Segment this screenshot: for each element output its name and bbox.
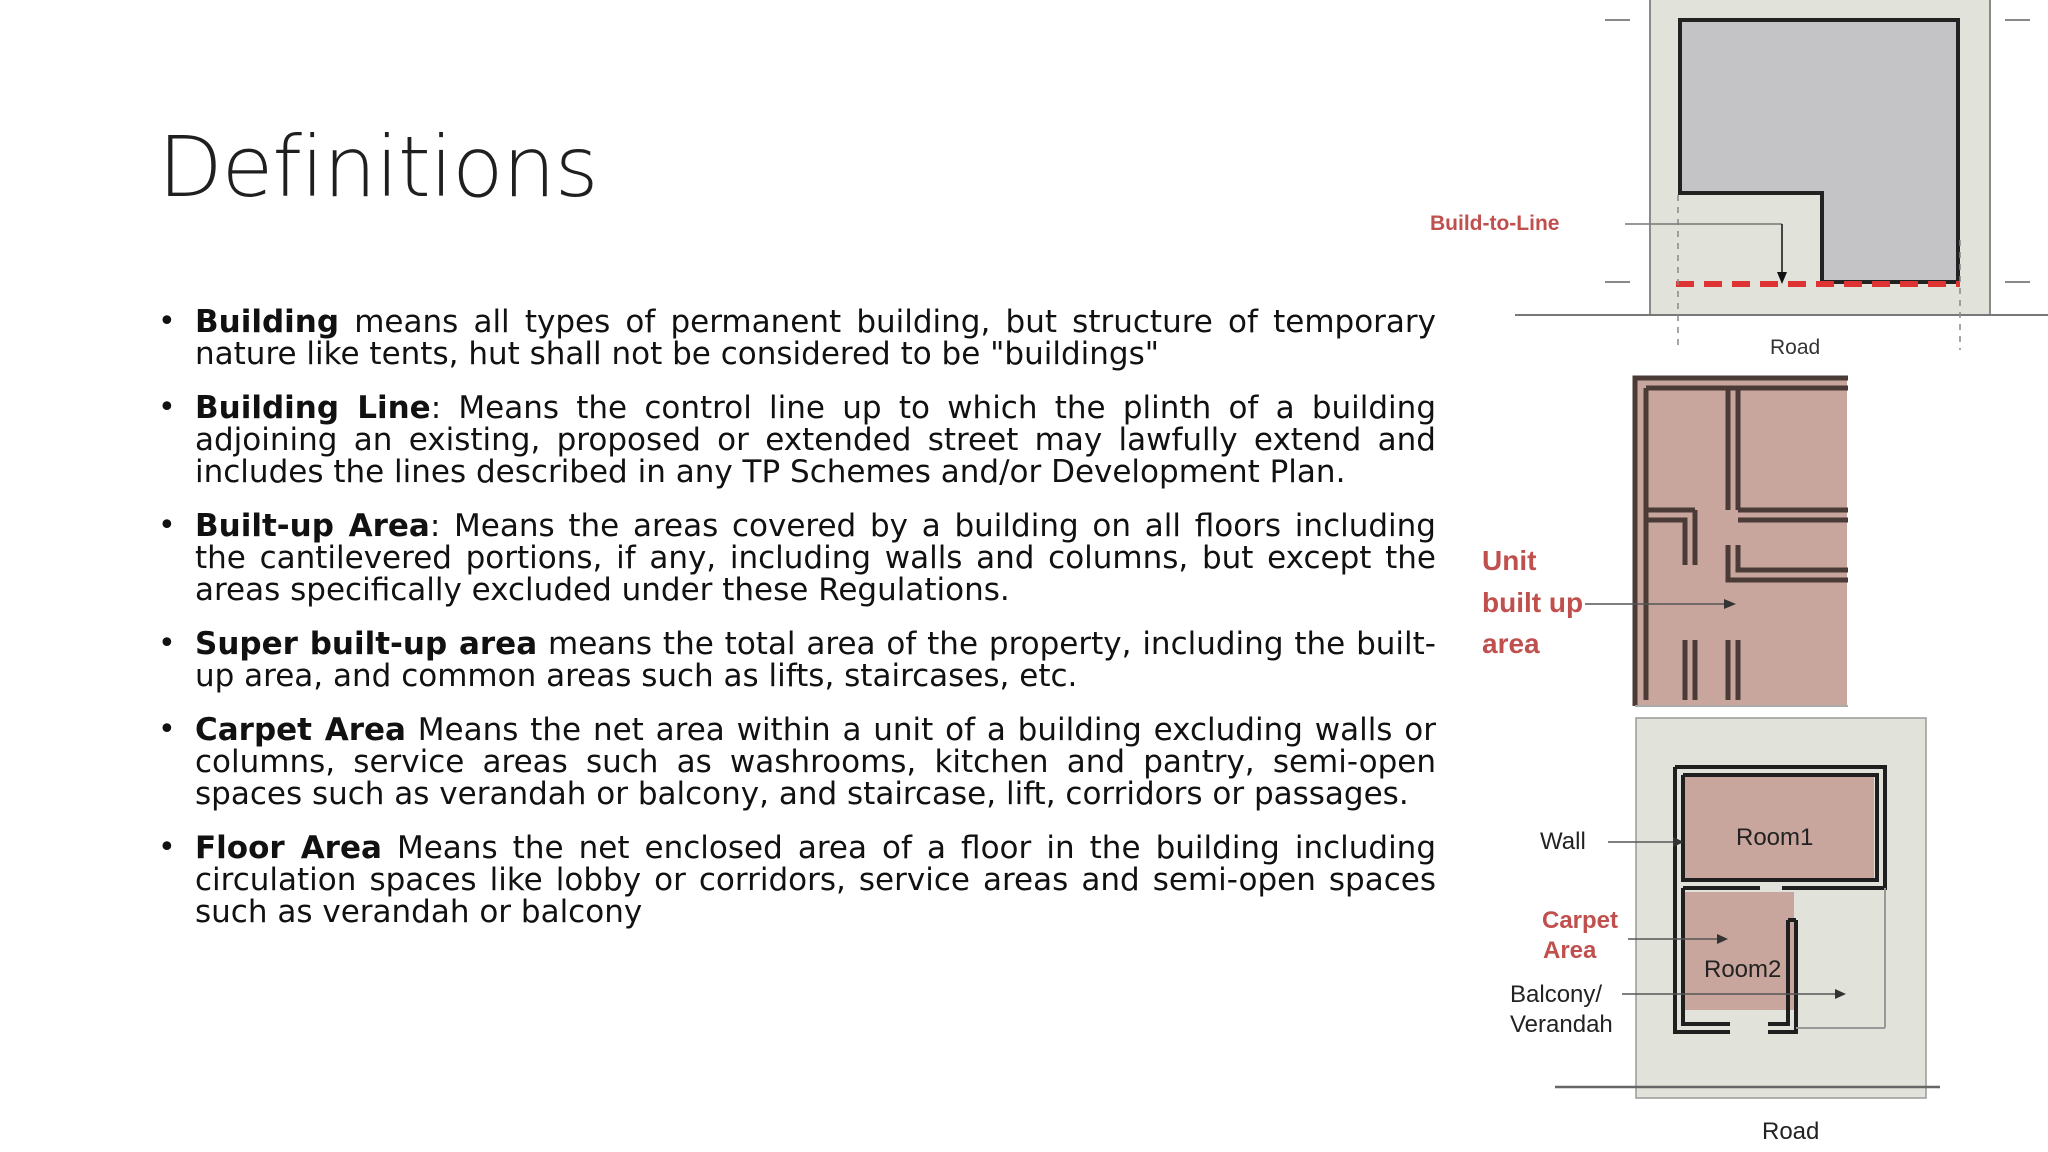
build-to-line-diagram	[1420, 0, 2048, 365]
bullet-icon: •	[158, 508, 176, 543]
definition-term: Carpet Area	[195, 712, 406, 748]
area-label: Area	[1543, 937, 1597, 964]
room2-area	[1684, 892, 1794, 1010]
area-label: area	[1482, 628, 1540, 659]
built-up-area-diagram	[1470, 370, 1850, 715]
unit-label: Unit	[1482, 545, 1537, 576]
definition-carpet-area	[150, 714, 1436, 810]
wall-label: Wall	[1540, 828, 1586, 855]
definition-term: Building Line	[195, 390, 431, 426]
definition-text: : Means the areas covered by a building on all floors including the cantilevered portions, if any, including walls and columns, but except the areas specifically excluded under these Regulations.	[195, 508, 1436, 608]
build-to-line-label: Build-to-Line	[1430, 212, 1560, 235]
definition-super-built-up-area	[150, 628, 1436, 692]
built-up-area	[1635, 378, 1847, 706]
definition-floor-area	[150, 832, 1436, 928]
bullet-icon: •	[158, 712, 176, 747]
room1-label: Room1	[1736, 824, 1814, 851]
carpet-label: Carpet	[1542, 907, 1619, 934]
carpet-area-diagram	[1490, 712, 2010, 1152]
bullet-icon: •	[158, 390, 176, 425]
definition-text: means all types of permanent building, but structure of temporary nature like tents, hut shall not be considered to be "buildings"	[195, 304, 1436, 372]
definition-building-line	[150, 392, 1436, 488]
definitions-list	[150, 306, 1436, 950]
definition-text: Means the net enclosed area of a floor in the building including circulation spaces like lobby or corridors, service areas and semi-open spaces such as verandah or balcony	[195, 830, 1437, 930]
definition-building	[150, 306, 1436, 370]
balcony-label: Balcony/	[1510, 981, 1603, 1008]
built-up-label: built up	[1482, 587, 1584, 618]
definition-text: Means the net area within a unit of a building excluding walls or columns, service areas such as washrooms, kitchen and pantry, semi-open spaces such as verandah or balcony, and staircase, lift, corridors or passages.	[195, 712, 1436, 812]
road-label: Road	[1770, 336, 1821, 359]
definition-term: Built-up Area	[195, 508, 430, 544]
bullet-icon: •	[158, 830, 176, 865]
definition-term: Super built-up area	[195, 626, 538, 662]
definition-built-up-area	[150, 510, 1436, 606]
verandah-label: Verandah	[1510, 1011, 1613, 1038]
definition-text: : Means the control line up to which the plinth of a building adjoining an existing, proposed or extended street may lawfully extend and includes the lines described in any TP Schemes and/or Development Plan.	[195, 390, 1436, 490]
road-label: Road	[1762, 1118, 1820, 1145]
definition-term: Floor Area	[195, 830, 382, 866]
bullet-icon: •	[158, 626, 176, 661]
slide-title: Definitions	[158, 118, 598, 216]
definition-text: means the total area of the property, including the built-up area, and common areas such as lifts, staircases, etc.	[195, 626, 1436, 694]
definition-term: Building	[195, 304, 340, 340]
room2-label: Room2	[1704, 956, 1782, 983]
bullet-icon: •	[158, 304, 176, 339]
